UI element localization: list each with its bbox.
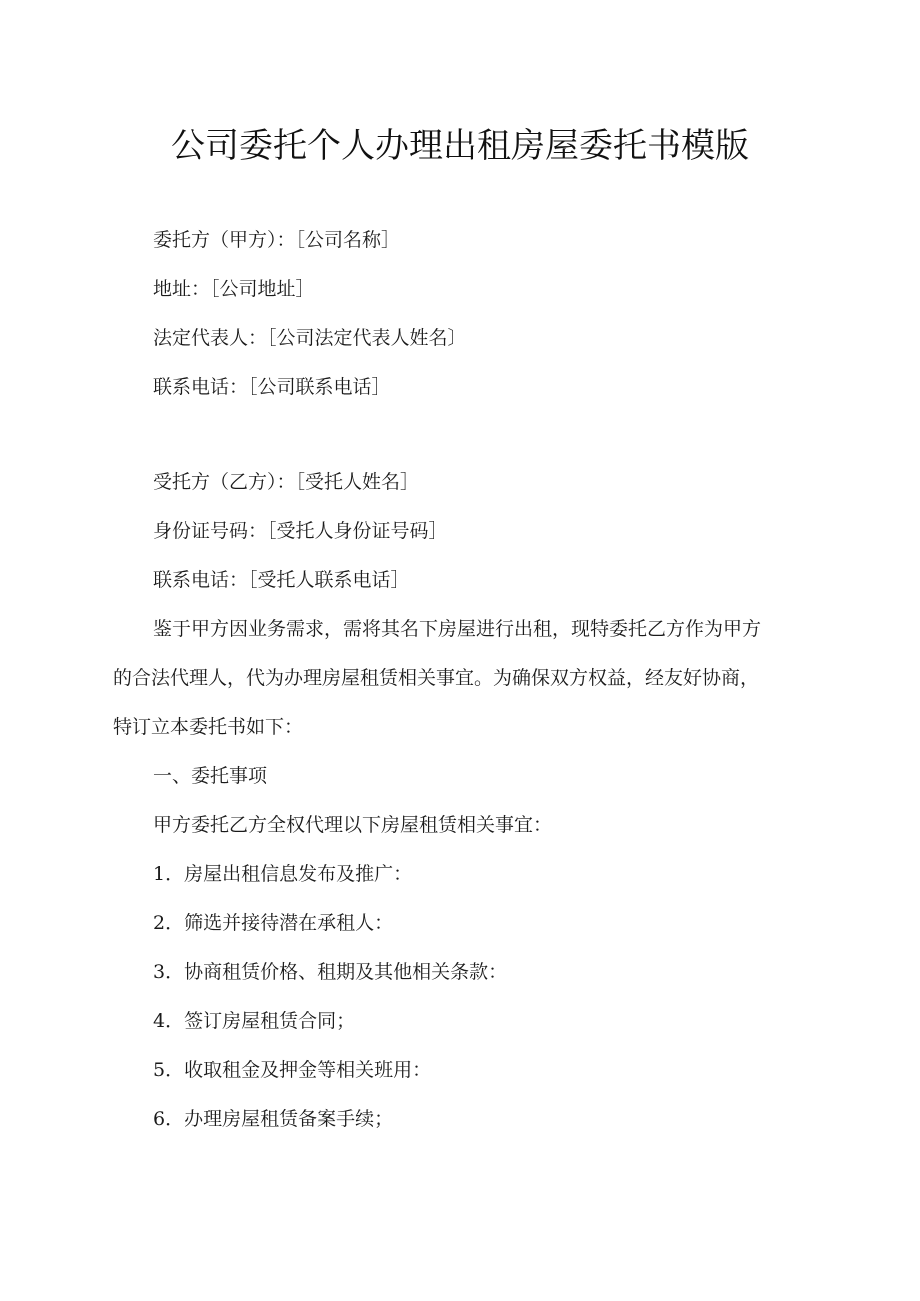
section-intro: 甲方委托乙方全权代理以下房屋租赁相关事宜： <box>153 814 553 836</box>
party-b-id-number: 身份证号码：［受托人身份证号码］ <box>153 520 448 542</box>
list-item: 4．签订房屋租赁合同； <box>153 1010 356 1032</box>
list-item: 5．收取租金及押金等相关班用： <box>153 1059 432 1081</box>
party-b-phone: 联系电话：［受托人联系电话］ <box>153 569 410 591</box>
preamble-line: 特订立本委托书如下： <box>113 716 304 738</box>
section-heading: 一、委托事项 <box>153 765 268 787</box>
list-item: 3．协商租赁价格、租期及其他相关条款： <box>153 961 508 983</box>
party-a-phone: 联系电话：［公司联系电话］ <box>153 376 391 398</box>
party-a-legal-rep: 法定代表人：［公司法定代表人姓名〕 <box>153 327 467 349</box>
party-b-name: 受托方（乙方）：［受托人姓名］ <box>153 471 420 493</box>
party-a-address: 地址：［公司地址］ <box>153 278 315 300</box>
preamble-line: 的合法代理人，代为办理房屋租赁相关事宜。为确保双方权益，经友好协商， <box>113 667 760 689</box>
party-a-name: 委托方（甲方）：［公司名称］ <box>153 229 401 251</box>
preamble-line: 鉴于甲方因业务需求，需将其名下房屋进行出租，现特委托乙方作为甲方 <box>153 618 762 640</box>
document-title: 公司委托个人办理出租房屋委托书模版 <box>171 126 749 166</box>
list-item: 1．房屋出租信息发布及推广： <box>153 863 413 885</box>
list-item: 2．筛选并接待潜在承租人： <box>153 912 394 934</box>
list-item: 6．办理房屋租赁备案手续； <box>153 1108 394 1130</box>
